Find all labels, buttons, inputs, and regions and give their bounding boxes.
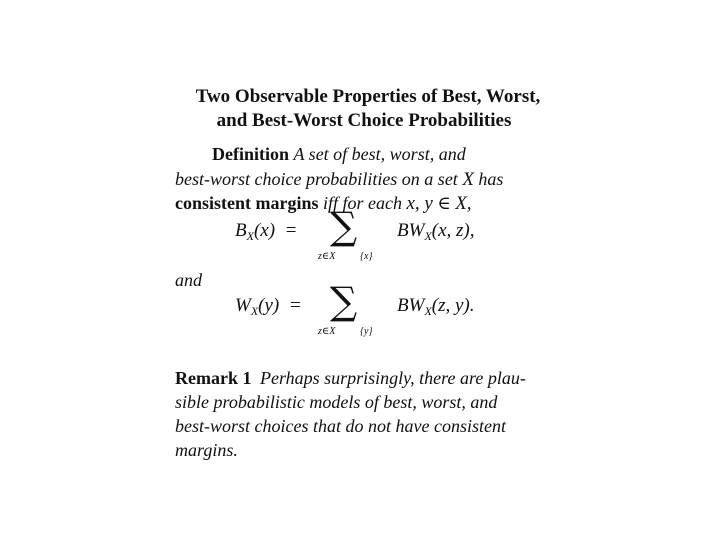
slide-title-line-2: and Best-Worst Choice Probabilities xyxy=(216,110,512,131)
eq2-sub-x: X xyxy=(250,304,259,318)
eq2-limit-right: {y} xyxy=(360,326,373,337)
eq1-arg: (x) xyxy=(253,220,276,241)
eq1-limit-left: z∈X xyxy=(318,251,336,262)
equation-1-lhs xyxy=(235,220,297,244)
eq2-sigma: ∑ xyxy=(330,279,358,323)
eq1-fn-bw: BW xyxy=(397,220,425,241)
eq2-fn-bw: BW xyxy=(397,295,425,316)
equation-1-rhs xyxy=(397,220,475,244)
remark-line-2: sible probabilistic models of best, worst, and xyxy=(175,392,498,412)
definition-set-x-2: X, xyxy=(455,193,472,214)
eq2-rhs-sub: X xyxy=(424,304,432,318)
eq2-arg: (y) xyxy=(258,295,280,316)
definition-text-1: A set of best, worst, and xyxy=(293,144,466,164)
eq2-fn-w: W xyxy=(235,295,251,316)
remark-label: Remark 1 xyxy=(175,368,252,388)
remark-line-3: best-worst choices that do not have consistent xyxy=(175,416,506,436)
definition-text-3: iff for each xyxy=(323,193,402,213)
definition-term: consistent margins xyxy=(175,193,319,213)
definition-text-2: best-worst choice probabilities on a set xyxy=(175,169,458,189)
equation-2-rhs xyxy=(397,295,475,319)
definition-line-1 xyxy=(212,143,466,165)
eq1-sub-x: X xyxy=(246,229,254,243)
connector-and: and xyxy=(175,270,202,290)
remark-text-1: Perhaps surprisingly, there are plau- xyxy=(259,368,526,388)
definition-set-x: X xyxy=(462,169,474,190)
definition-vars: x, y xyxy=(406,193,433,214)
remark-line-4: margins. xyxy=(175,440,238,460)
eq1-equals: = xyxy=(285,220,297,241)
slide-title-line-1: Two Observable Properties of Best, Worst, xyxy=(195,86,541,107)
definition-label: Definition xyxy=(212,144,290,164)
eq2-equals: = xyxy=(290,295,301,316)
remark-line-1 xyxy=(175,367,526,389)
eq1-fn-b: B xyxy=(235,220,247,241)
eq1-rhs-sub: X xyxy=(424,229,432,243)
equation-2-lhs xyxy=(235,295,301,319)
eq1-limit-right: {x} xyxy=(360,251,373,262)
eq1-rhs-arg: (x, z), xyxy=(431,220,475,241)
definition-text-2-end: has xyxy=(478,169,504,189)
element-of-symbol: ∈ xyxy=(437,193,451,213)
definition-line-2 xyxy=(175,168,503,191)
eq2-limit-left: z∈X xyxy=(318,326,336,337)
eq1-sigma: ∑ xyxy=(330,204,358,248)
definition-line-3 xyxy=(175,192,472,215)
eq2-rhs-arg: (z, y). xyxy=(431,295,475,316)
